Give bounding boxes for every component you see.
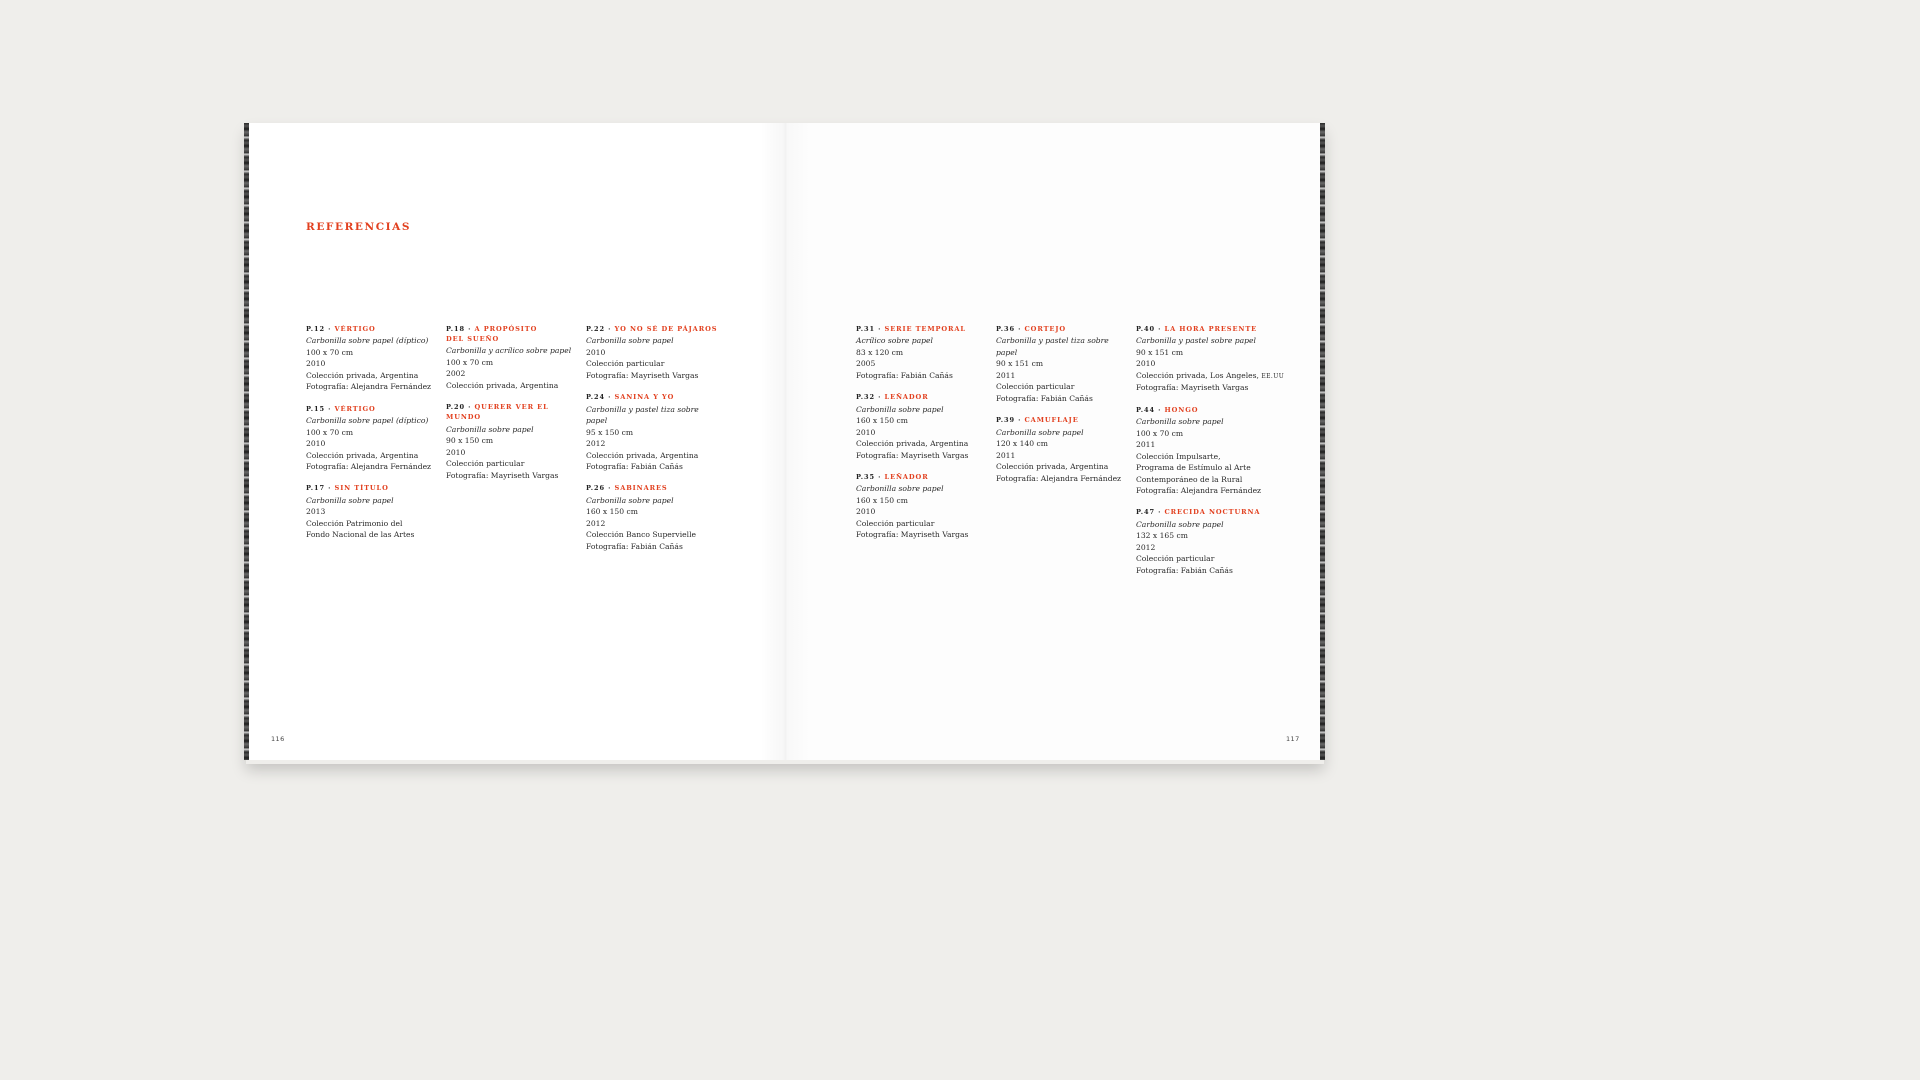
- reference-title: LEÑADOR: [884, 472, 929, 481]
- reference-detail: Fotografía: Fabián Cañás: [996, 393, 1093, 403]
- reference-technique: Carbonilla sobre papel: [1136, 417, 1224, 427]
- reference-detail: 100 x 70 cm: [1136, 428, 1184, 438]
- reference-entry: [306, 483, 442, 540]
- references-column-4: [856, 324, 992, 552]
- reference-page-number: P.39: [996, 416, 1015, 425]
- reference-heading: [856, 392, 992, 402]
- reference-technique: Carbonilla sobre papel (díptico): [306, 416, 429, 426]
- reference-detail: Contemporáneo de la Rural: [1136, 474, 1243, 484]
- reference-detail: 2005: [856, 359, 876, 369]
- reference-detail: 160 x 150 cm: [586, 507, 638, 517]
- reference-detail: 2011: [996, 370, 1016, 380]
- reference-entry: [586, 483, 722, 552]
- reference-page-number: P.18: [446, 325, 465, 333]
- reference-technique: Carbonilla y pastel tiza sobre papel: [586, 404, 699, 426]
- reference-detail: 100 x 70 cm: [306, 347, 354, 357]
- reference-technique: Carbonilla sobre papel: [586, 336, 674, 346]
- reference-separator: ·: [1014, 325, 1025, 333]
- reference-detail: 95 x 150 cm: [586, 427, 634, 437]
- reference-page-number: P.22: [586, 325, 605, 333]
- reference-entry: [306, 404, 442, 473]
- references-column-2: [446, 324, 582, 492]
- references-column-1: [306, 324, 442, 552]
- reference-separator: ·: [324, 484, 335, 493]
- reference-detail: Fondo Nacional de las Artes: [306, 530, 415, 540]
- reference-detail: Colección particular: [1136, 554, 1215, 564]
- reference-separator: ·: [604, 325, 615, 333]
- reference-separator: ·: [604, 484, 615, 493]
- reference-detail: Fotografía: Fabián Cañás: [586, 462, 683, 472]
- reference-detail: Fotografía: Mayriseth Vargas: [856, 450, 969, 460]
- reference-separator: ·: [874, 325, 885, 333]
- reference-title: SABINARES: [614, 484, 668, 493]
- reference-title: CAMUFLAJE: [1024, 416, 1079, 425]
- reference-entry: [996, 415, 1132, 484]
- reference-title: SANINA Y YO: [614, 393, 675, 402]
- reference-heading: [996, 415, 1132, 425]
- reference-entry: [446, 402, 582, 481]
- reference-detail: 2011: [996, 450, 1016, 460]
- reference-entry: [306, 324, 442, 393]
- reference-entry: [1136, 324, 1286, 394]
- reference-detail: 2012: [586, 518, 606, 528]
- reference-entry: [1136, 507, 1286, 576]
- reference-detail: 2010: [306, 439, 326, 449]
- reference-detail-smallcaps: EE.UU: [1261, 372, 1285, 380]
- reference-detail: 120 x 140 cm: [996, 439, 1048, 449]
- reference-detail: Fotografía: Fabián Cañás: [586, 541, 683, 551]
- reference-heading: [586, 324, 722, 334]
- reference-page-number: P.17: [306, 484, 325, 493]
- reference-detail: 90 x 151 cm: [996, 359, 1044, 369]
- reference-entry: [856, 472, 992, 541]
- reference-entry: [1136, 405, 1286, 497]
- reference-technique: Acrílico sobre papel: [856, 336, 933, 346]
- page-number-left: 116: [271, 735, 285, 743]
- reference-technique: Carbonilla sobre papel (díptico): [306, 336, 429, 346]
- page-number-right: 117: [1286, 735, 1300, 743]
- reference-detail: Colección Banco Supervielle: [586, 530, 696, 540]
- reference-heading: [306, 483, 442, 493]
- reference-detail: Colección particular: [856, 518, 935, 528]
- reference-title: SERIE TEMPORAL: [884, 325, 966, 333]
- reference-page-number: P.35: [856, 472, 875, 481]
- reference-title-line2: DEL SUEÑO: [446, 335, 500, 343]
- reference-page-number: P.31: [856, 325, 875, 333]
- references-column-6: [1136, 324, 1286, 587]
- reference-detail: Colección privada, Argentina: [306, 370, 419, 380]
- reference-detail: Colección privada, Argentina: [446, 380, 559, 390]
- reference-entry: [586, 392, 722, 472]
- reference-heading: [446, 324, 582, 344]
- reference-heading: [856, 472, 992, 482]
- reference-page-number: P.15: [306, 404, 325, 413]
- reference-detail: 100 x 70 cm: [306, 427, 354, 437]
- reference-entry: [996, 324, 1132, 404]
- reference-detail: 2010: [1136, 359, 1156, 369]
- reference-title: HONGO: [1164, 405, 1199, 414]
- reference-technique: Carbonilla sobre papel: [306, 495, 394, 505]
- reference-detail: Fotografía: Mayriseth Vargas: [446, 470, 559, 480]
- reference-detail: 83 x 120 cm: [856, 347, 904, 357]
- reference-detail: Fotografía: Alejandra Fernández: [306, 462, 432, 472]
- reference-heading: [1136, 324, 1286, 334]
- reference-page-number: P.44: [1136, 405, 1155, 414]
- reference-heading: [856, 324, 992, 334]
- reference-page-number: P.32: [856, 393, 875, 402]
- reference-detail: 2010: [306, 359, 326, 369]
- reference-detail: Fotografía: Alejandra Fernández: [306, 382, 432, 392]
- reference-title: CORTEJO: [1024, 325, 1066, 333]
- reference-heading: [586, 483, 722, 493]
- references-column-5: [996, 324, 1132, 495]
- reference-separator: ·: [1154, 325, 1165, 333]
- reference-detail: Fotografía: Fabián Cañás: [1136, 565, 1233, 575]
- reference-detail: Fotografía: Mayriseth Vargas: [586, 370, 699, 380]
- reference-detail: Colección privada, Argentina: [856, 439, 969, 449]
- references-column-3: [586, 324, 722, 563]
- reference-detail: 2010: [586, 347, 606, 357]
- reference-separator: ·: [874, 472, 885, 481]
- reference-detail: Programa de Estímulo al Arte: [1136, 463, 1251, 473]
- reference-heading: [1136, 405, 1286, 415]
- reference-separator: ·: [604, 393, 615, 402]
- reference-separator: ·: [1154, 508, 1165, 517]
- reference-detail: 100 x 70 cm: [446, 357, 494, 367]
- reference-separator: ·: [1154, 405, 1165, 414]
- reference-page-number: P.36: [996, 325, 1015, 333]
- reference-title: VÉRTIGO: [334, 404, 376, 413]
- reference-technique: Carbonilla sobre papel: [856, 404, 944, 414]
- reference-detail: Fotografía: Alejandra Fernández: [996, 473, 1122, 483]
- reference-separator: ·: [874, 393, 885, 402]
- reference-entry: [856, 392, 992, 461]
- reference-detail: 2010: [446, 447, 466, 457]
- reference-heading: [446, 402, 582, 422]
- reference-detail: 132 x 165 cm: [1136, 531, 1188, 541]
- reference-entry: [586, 324, 722, 381]
- reference-page-number: P.40: [1136, 325, 1155, 333]
- reference-detail: 2011: [1136, 440, 1156, 450]
- reference-detail: 2012: [586, 439, 606, 449]
- reference-detail: Colección privada, Argentina: [996, 462, 1109, 472]
- reference-technique: Carbonilla sobre papel: [996, 427, 1084, 437]
- reference-technique: Carbonilla y pastel tiza sobre papel: [996, 336, 1109, 357]
- reference-detail: Colección particular: [446, 459, 525, 469]
- reference-heading: [306, 404, 442, 414]
- reference-title: QUERER VER EL MUNDO: [446, 403, 549, 422]
- reference-detail: 90 x 151 cm: [1136, 347, 1184, 357]
- reference-detail: Colección privada, Argentina: [306, 450, 419, 460]
- reference-title: LA HORA PRESENTE: [1164, 325, 1258, 333]
- reference-heading: [1136, 507, 1286, 517]
- reference-detail: Fotografía: Mayriseth Vargas: [1136, 383, 1249, 393]
- right-page-edge: [1320, 123, 1325, 760]
- reference-page-number: P.12: [306, 325, 325, 333]
- reference-detail: 2010: [856, 427, 876, 437]
- reference-separator: ·: [1014, 416, 1025, 425]
- reference-technique: Carbonilla y pastel sobre papel: [1136, 336, 1256, 346]
- reference-title: SIN TÍTULO: [334, 484, 389, 493]
- reference-separator: ·: [464, 403, 475, 412]
- reference-title: A PROPÓSITO: [474, 325, 538, 333]
- reference-detail: 2012: [1136, 542, 1156, 552]
- reference-heading: [996, 324, 1132, 334]
- reference-technique: Carbonilla sobre papel: [1136, 519, 1224, 529]
- reference-title: YO NO SÉ DE PÁJAROS: [614, 325, 718, 333]
- reference-separator: ·: [464, 325, 475, 333]
- reference-detail: Colección particular: [996, 382, 1075, 392]
- reference-page-number: P.20: [446, 403, 465, 412]
- reference-detail: Colección Impulsarte,: [1136, 451, 1221, 461]
- reference-title: CRECIDA NOCTURNA: [1164, 508, 1261, 517]
- reference-detail: 160 x 150 cm: [856, 495, 908, 505]
- reference-detail: Fotografía: Fabián Cañás: [856, 370, 953, 380]
- reference-title: VÉRTIGO: [334, 325, 376, 333]
- reference-detail: 2002: [446, 369, 466, 379]
- reference-detail: Colección Patrimonio del: [306, 518, 403, 528]
- reference-entry: [446, 324, 582, 391]
- reference-technique: Carbonilla sobre papel: [446, 424, 534, 434]
- reference-detail: 90 x 150 cm: [446, 436, 494, 446]
- section-title: REFERENCIAS: [306, 221, 412, 233]
- reference-detail: Colección privada, Los Angeles, EE.UU: [1136, 370, 1285, 380]
- reference-detail: 2010: [856, 507, 876, 517]
- reference-detail: 2013: [306, 507, 326, 517]
- reference-technique: Carbonilla sobre papel: [856, 484, 944, 494]
- reference-detail: Colección privada, Argentina: [586, 450, 699, 460]
- reference-technique: Carbonilla y acrílico sobre papel: [446, 346, 572, 356]
- reference-separator: ·: [324, 325, 335, 333]
- reference-page-number: P.26: [586, 484, 605, 493]
- reference-detail: Fotografía: Mayriseth Vargas: [856, 530, 969, 540]
- reference-heading: [306, 324, 442, 334]
- reference-page-number: P.24: [586, 393, 605, 402]
- reference-detail: Colección particular: [586, 359, 665, 369]
- reference-heading: [586, 392, 722, 402]
- reference-detail: 160 x 150 cm: [856, 416, 908, 426]
- reference-detail: Fotografía: Alejandra Fernández: [1136, 486, 1262, 496]
- reference-separator: ·: [324, 404, 335, 413]
- reference-page-number: P.47: [1136, 508, 1155, 517]
- reference-title: LEÑADOR: [884, 393, 929, 402]
- reference-technique: Carbonilla sobre papel: [586, 495, 674, 505]
- reference-entry: [856, 324, 992, 381]
